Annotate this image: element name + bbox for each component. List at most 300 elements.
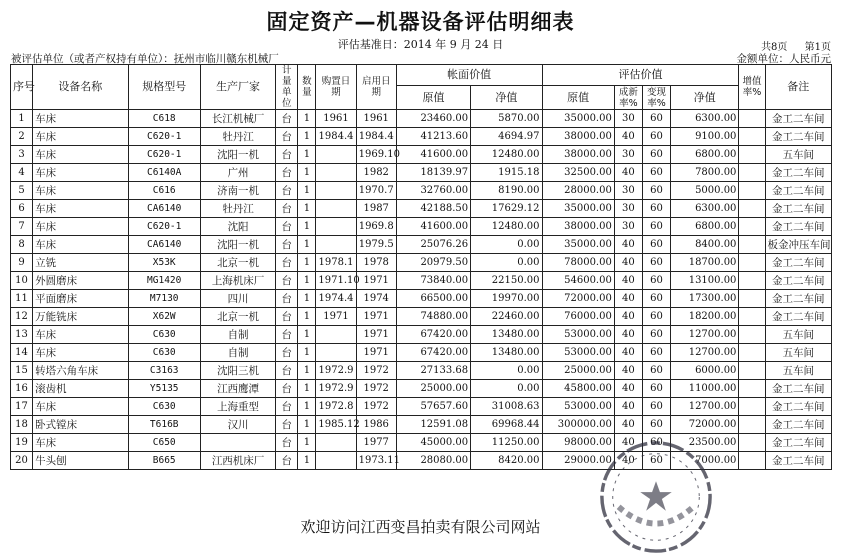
cell-eval-orig: 45800.00 [542,380,614,398]
cell-remark: 金工二车间 [765,434,831,452]
cell-remark: 金工二车间 [765,416,831,434]
cell-eval-net: 8400.00 [671,236,739,254]
cell-model: C616 [128,182,200,200]
cell-buy-date: 1984.4 [316,128,356,146]
cell-increase [739,290,765,308]
table-row [11,416,832,434]
cell-start-date: 1973.11 [356,452,396,470]
cell-buy-date: 1971.10 [316,272,356,290]
cell-eval-net: 5000.00 [671,182,739,200]
cell-newness: 40 [614,254,642,272]
cell-name: 车床 [33,110,128,128]
cell-buy-date [316,434,356,452]
cell-newness: 40 [614,452,642,470]
cell-var-rate: 60 [642,200,670,218]
cell-start-date: 1971 [356,344,396,362]
cell-buy-date [316,200,356,218]
cell-eval-orig: 76000.00 [542,308,614,326]
cell-no: 6 [11,200,33,218]
cell-book-net: 31008.63 [471,398,542,416]
cell-book-net: 0.00 [471,362,542,380]
cell-remark: 板金冲压车间 [765,236,831,254]
cell-no: 20 [11,452,33,470]
cell-eval-orig: 29000.00 [542,452,614,470]
cell-no: 11 [11,290,33,308]
cell-eval-orig: 32500.00 [542,164,614,182]
cell-no: 2 [11,128,33,146]
cell-book-orig: 32760.00 [396,182,470,200]
cell-model: C630 [128,326,200,344]
cell-increase [739,434,765,452]
cell-eval-net: 18200.00 [671,308,739,326]
header-remark: 备注 [765,65,831,110]
cell-unit: 台 [276,452,298,470]
cell-no: 15 [11,362,33,380]
header-start-date: 启用日期 [356,65,396,110]
cell-qty: 1 [298,254,316,272]
cell-maker: 江西机床厂 [200,452,275,470]
cell-name: 车床 [33,344,128,362]
cell-book-net: 12480.00 [471,218,542,236]
cell-model: C650 [128,434,200,452]
cell-qty: 1 [298,434,316,452]
cell-name: 车床 [33,326,128,344]
header-eval-orig: 原值 [542,86,614,110]
table-row [11,398,832,416]
cell-start-date: 1969.10 [356,146,396,164]
header-qty: 数量 [298,65,316,110]
cell-name: 滚齿机 [33,380,128,398]
cell-remark: 五车间 [765,146,831,164]
header-seq: 序号 [11,65,33,110]
cell-remark: 金工二车间 [765,452,831,470]
cell-buy-date [316,344,356,362]
cell-buy-date [316,182,356,200]
cell-maker: 北京一机 [200,308,275,326]
table-row [11,254,832,272]
cell-increase [739,200,765,218]
cell-qty: 1 [298,236,316,254]
cell-buy-date: 1978.1 [316,254,356,272]
cell-var-rate: 60 [642,272,670,290]
cell-unit: 台 [276,380,298,398]
cell-unit: 台 [276,326,298,344]
cell-newness: 30 [614,110,642,128]
table-row [11,290,832,308]
cell-start-date: 1971 [356,326,396,344]
cell-eval-net: 13100.00 [671,272,739,290]
cell-book-net: 11250.00 [471,434,542,452]
cell-increase [739,416,765,434]
cell-remark: 五车间 [765,344,831,362]
cell-eval-orig: 98000.00 [542,434,614,452]
header-book-net: 净值 [471,86,542,110]
cell-unit: 台 [276,308,298,326]
cell-model: C6140A [128,164,200,182]
cell-model: Y5135 [128,380,200,398]
header-buy-date: 购置日期 [316,65,356,110]
cell-name: 车床 [33,128,128,146]
cell-var-rate: 60 [642,434,670,452]
cell-start-date: 1982 [356,164,396,182]
cell-qty: 1 [298,344,316,362]
cell-eval-orig: 53000.00 [542,398,614,416]
cell-book-orig: 25076.26 [396,236,470,254]
cell-unit: 台 [276,110,298,128]
cell-model: X62W [128,308,200,326]
cell-remark: 金工二车间 [765,182,831,200]
cell-book-orig: 42188.50 [396,200,470,218]
cell-model: C630 [128,344,200,362]
cell-eval-orig: 78000.00 [542,254,614,272]
cell-newness: 40 [614,236,642,254]
cell-model: T616B [128,416,200,434]
table-row [11,326,832,344]
cell-eval-orig: 28000.00 [542,182,614,200]
cell-qty: 1 [298,110,316,128]
cell-book-orig: 66500.00 [396,290,470,308]
header-unit: 计量单位 [276,65,298,110]
cell-maker: 上海机床厂 [200,272,275,290]
cell-unit: 台 [276,218,298,236]
cell-unit: 台 [276,398,298,416]
cell-buy-date: 1985.12 [316,416,356,434]
cell-eval-net: 6800.00 [671,146,739,164]
cell-unit: 台 [276,254,298,272]
cell-book-orig: 57657.60 [396,398,470,416]
cell-increase [739,272,765,290]
cell-name: 车床 [33,146,128,164]
cell-eval-net: 6300.00 [671,200,739,218]
cell-name: 外圆磨床 [33,272,128,290]
cell-maker: 江西鹰潭 [200,380,275,398]
cell-maker: 上海重型 [200,398,275,416]
cell-qty: 1 [298,290,316,308]
cell-eval-net: 7000.00 [671,452,739,470]
cell-maker: 沈阳 [200,218,275,236]
cell-book-net: 1915.18 [471,164,542,182]
cell-increase [739,254,765,272]
cell-increase [739,128,765,146]
footer-website-notice: 欢迎访问江西变昌拍卖有限公司网站 [300,518,541,536]
cell-book-net: 17629.12 [471,200,542,218]
cell-newness: 40 [614,308,642,326]
cell-book-net: 13480.00 [471,344,542,362]
cell-unit: 台 [276,344,298,362]
table-row [11,434,832,452]
cell-model: C620-1 [128,146,200,164]
cell-maker: 济南一机 [200,182,275,200]
cell-increase [739,182,765,200]
cell-maker: 牡丹江 [200,200,275,218]
cell-start-date: 1978 [356,254,396,272]
page-current: 第1页 [804,42,831,53]
cell-newness: 40 [614,326,642,344]
cell-eval-net: 12700.00 [671,398,739,416]
cell-model: X53K [128,254,200,272]
cell-start-date: 1977 [356,434,396,452]
cell-eval-orig: 38000.00 [542,128,614,146]
header-book-orig: 原值 [396,86,470,110]
cell-eval-orig: 54600.00 [542,272,614,290]
header-name: 设备名称 [33,65,128,110]
cell-no: 8 [11,236,33,254]
cell-model: B665 [128,452,200,470]
page-total: 共8页 [761,42,788,53]
cell-no: 10 [11,272,33,290]
cell-remark: 五车间 [765,326,831,344]
cell-unit: 台 [276,416,298,434]
cell-qty: 1 [298,200,316,218]
header-var-rate: 变现率% [642,86,670,110]
cell-start-date: 1972 [356,380,396,398]
cell-eval-orig: 35000.00 [542,200,614,218]
cell-no: 17 [11,398,33,416]
cell-var-rate: 60 [642,308,670,326]
cell-eval-orig: 35000.00 [542,110,614,128]
cell-newness: 30 [614,182,642,200]
cell-book-orig: 45000.00 [396,434,470,452]
cell-eval-orig: 38000.00 [542,146,614,164]
cell-maker: 长江机械厂 [200,110,275,128]
cell-var-rate: 60 [642,110,670,128]
evaluated-entity: 被评估单位（或者产权持有单位）：抚州市临川赣东机械厂 [11,53,279,65]
cell-eval-orig: 25000.00 [542,362,614,380]
cell-model: C630 [128,398,200,416]
cell-book-orig: 73840.00 [396,272,470,290]
cell-eval-net: 23500.00 [671,434,739,452]
cell-book-orig: 23460.00 [396,110,470,128]
cell-increase [739,308,765,326]
evaluation-base-date: 评估基准日：2014 年 9 月 24 日 [337,38,504,51]
cell-newness: 30 [614,146,642,164]
cell-name: 转塔六角车床 [33,362,128,380]
cell-book-net: 0.00 [471,236,542,254]
table-row [11,236,832,254]
cell-maker: 汉川 [200,416,275,434]
cell-start-date: 1974 [356,290,396,308]
cell-name: 立铣 [33,254,128,272]
cell-buy-date [316,326,356,344]
table-row [11,128,832,146]
cell-qty: 1 [298,146,316,164]
cell-no: 12 [11,308,33,326]
cell-buy-date: 1972.8 [316,398,356,416]
cell-remark: 金工二车间 [765,164,831,182]
cell-book-net: 8190.00 [471,182,542,200]
cell-qty: 1 [298,416,316,434]
cell-book-net: 12480.00 [471,146,542,164]
cell-book-orig: 25000.00 [396,380,470,398]
cell-remark: 金工二车间 [765,200,831,218]
cell-start-date: 1979.5 [356,236,396,254]
cell-name: 万能铣床 [33,308,128,326]
cell-unit: 台 [276,290,298,308]
cell-newness: 40 [614,272,642,290]
cell-name: 车床 [33,164,128,182]
header-eval-value: 评估价值 [542,65,739,86]
table-row [11,272,832,290]
cell-name: 平面磨床 [33,290,128,308]
cell-unit: 台 [276,434,298,452]
cell-increase [739,362,765,380]
cell-no: 7 [11,218,33,236]
cell-increase [739,344,765,362]
cell-no: 18 [11,416,33,434]
cell-start-date: 1986 [356,416,396,434]
cell-var-rate: 60 [642,326,670,344]
cell-var-rate: 60 [642,236,670,254]
cell-no: 19 [11,434,33,452]
cell-newness: 40 [614,380,642,398]
cell-var-rate: 60 [642,182,670,200]
cell-var-rate: 60 [642,164,670,182]
cell-increase [739,164,765,182]
cell-unit: 台 [276,146,298,164]
cell-model: C618 [128,110,200,128]
cell-remark: 金工二车间 [765,398,831,416]
cell-eval-orig: 300000.00 [542,416,614,434]
cell-name: 车床 [33,434,128,452]
cell-eval-net: 18700.00 [671,254,739,272]
header-maker: 生产厂家 [200,65,275,110]
cell-eval-net: 12700.00 [671,326,739,344]
cell-newness: 40 [614,362,642,380]
cell-book-net: 19970.00 [471,290,542,308]
cell-book-net: 0.00 [471,254,542,272]
cell-model: C620-1 [128,128,200,146]
table-row [11,308,832,326]
cell-qty: 1 [298,326,316,344]
cell-book-orig: 28080.00 [396,452,470,470]
cell-remark: 金工二车间 [765,128,831,146]
cell-increase [739,380,765,398]
cell-eval-net: 11000.00 [671,380,739,398]
cell-eval-net: 6800.00 [671,218,739,236]
cell-book-orig: 18139.97 [396,164,470,182]
cell-buy-date: 1972.9 [316,380,356,398]
cell-qty: 1 [298,128,316,146]
table-row [11,146,832,164]
cell-newness: 30 [614,218,642,236]
cell-qty: 1 [298,452,316,470]
cell-name: 车床 [33,200,128,218]
cell-no: 5 [11,182,33,200]
cell-remark: 金工二车间 [765,308,831,326]
currency-unit: 金额单位：人民币元 [736,53,831,65]
cell-start-date: 1970.7 [356,182,396,200]
cell-eval-orig: 38000.00 [542,218,614,236]
cell-newness: 30 [614,200,642,218]
cell-no: 13 [11,326,33,344]
cell-start-date: 1972 [356,362,396,380]
cell-maker: 牡丹江 [200,128,275,146]
cell-buy-date: 1972.9 [316,362,356,380]
cell-start-date: 1969.8 [356,218,396,236]
header-book-value: 帐面价值 [396,65,542,86]
cell-qty: 1 [298,164,316,182]
cell-increase [739,398,765,416]
table-row [11,200,832,218]
cell-maker: 北京一机 [200,254,275,272]
cell-start-date: 1961 [356,110,396,128]
cell-remark: 金工二车间 [765,110,831,128]
cell-no: 3 [11,146,33,164]
cell-increase [739,326,765,344]
cell-name: 车床 [33,218,128,236]
cell-remark: 金工二车间 [765,254,831,272]
cell-newness: 40 [614,164,642,182]
header-increase-rate: 增值率% [739,65,765,110]
cell-var-rate: 60 [642,344,670,362]
cell-book-orig: 27133.68 [396,362,470,380]
cell-start-date: 1971 [356,272,396,290]
table-row [11,344,832,362]
cell-unit: 台 [276,182,298,200]
cell-eval-net: 7800.00 [671,164,739,182]
cell-book-orig: 12591.08 [396,416,470,434]
cell-newness: 40 [614,434,642,452]
cell-unit: 台 [276,236,298,254]
cell-start-date: 1984.4 [356,128,396,146]
cell-book-orig: 41213.60 [396,128,470,146]
cell-remark: 五车间 [765,362,831,380]
cell-buy-date: 1974.4 [316,290,356,308]
cell-book-net: 69968.44 [471,416,542,434]
cell-start-date: 1972 [356,398,396,416]
cell-maker: 沈阳一机 [200,236,275,254]
table-row [11,362,832,380]
table-row [11,110,832,128]
cell-name: 车床 [33,398,128,416]
cell-var-rate: 60 [642,416,670,434]
cell-remark: 金工二车间 [765,290,831,308]
cell-eval-net: 9100.00 [671,128,739,146]
cell-remark: 金工二车间 [765,218,831,236]
cell-no: 14 [11,344,33,362]
cell-model: C3163 [128,362,200,380]
cell-name: 车床 [33,182,128,200]
cell-maker: 自制 [200,344,275,362]
cell-unit: 台 [276,164,298,182]
cell-buy-date [316,218,356,236]
table-row [11,182,832,200]
cell-qty: 1 [298,380,316,398]
cell-increase [739,218,765,236]
table-row [11,452,832,470]
cell-book-orig: 41600.00 [396,218,470,236]
cell-buy-date [316,452,356,470]
cell-var-rate: 60 [642,380,670,398]
cell-book-net: 22460.00 [471,308,542,326]
cell-increase [739,236,765,254]
cell-unit: 台 [276,200,298,218]
cell-buy-date: 1971 [316,308,356,326]
header-newness: 成新率% [614,86,642,110]
table-row [11,380,832,398]
cell-var-rate: 60 [642,146,670,164]
cell-book-orig: 67420.00 [396,344,470,362]
cell-book-orig: 74880.00 [396,308,470,326]
cell-maker: 广州 [200,164,275,182]
cell-eval-net: 6300.00 [671,110,739,128]
cell-eval-orig: 35000.00 [542,236,614,254]
cell-eval-orig: 53000.00 [542,344,614,362]
cell-no: 9 [11,254,33,272]
cell-eval-net: 72000.00 [671,416,739,434]
cell-var-rate: 60 [642,254,670,272]
cell-maker: 沈阳三机 [200,362,275,380]
